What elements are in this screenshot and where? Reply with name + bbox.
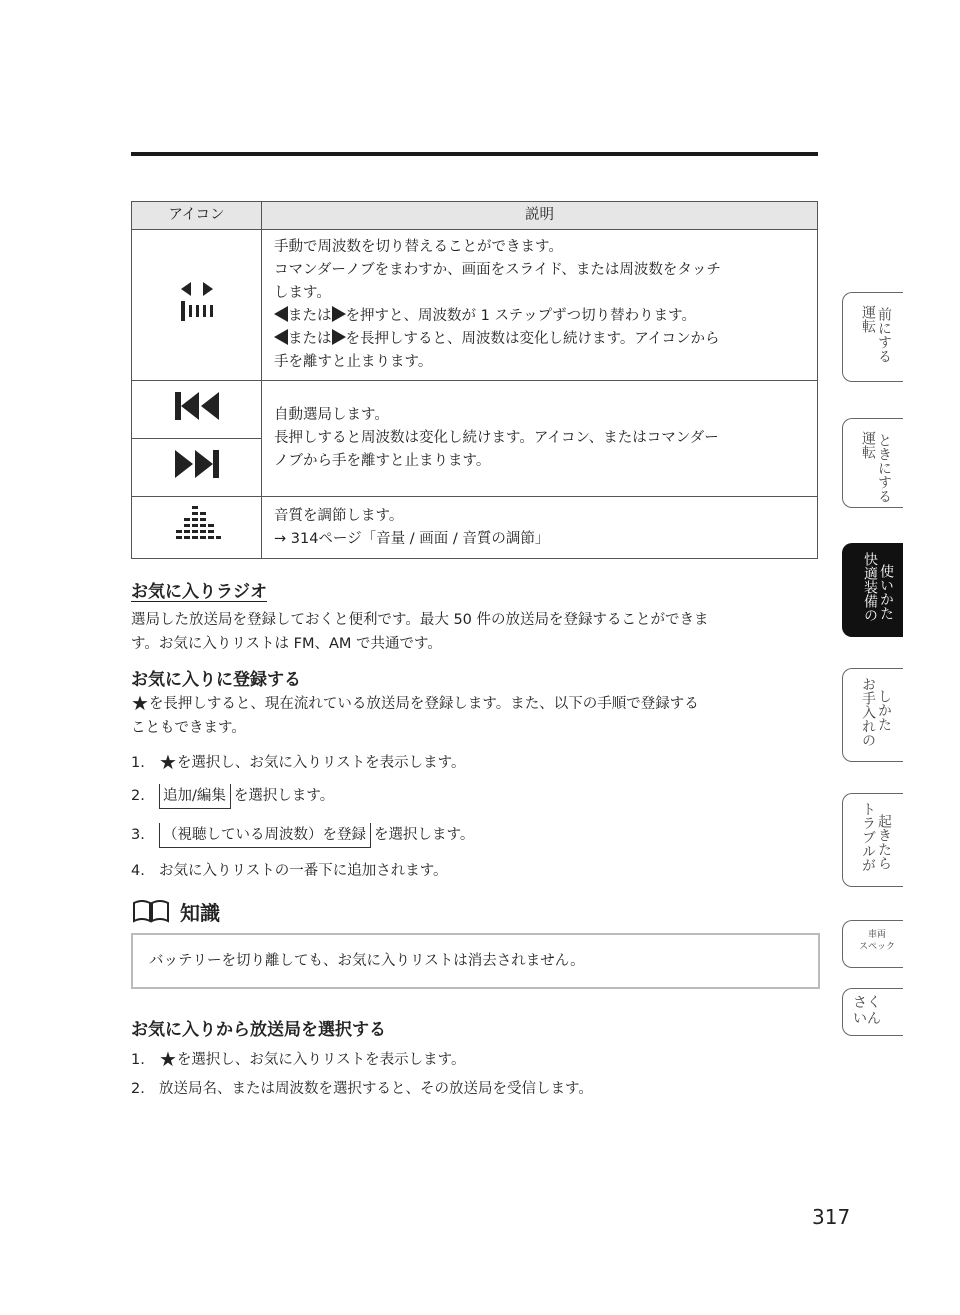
- tab-label-line: いん: [853, 1011, 881, 1027]
- tab-label: 前にする: [876, 307, 892, 363]
- row-tuning-desc: [262, 230, 818, 381]
- desc-line: [274, 328, 807, 351]
- star-icon: ★: [131, 691, 149, 715]
- page-number: 317: [812, 1205, 851, 1229]
- desc-line: 手動で周波数を切り替えることができます。: [274, 239, 563, 255]
- step-number: 1.: [131, 1052, 145, 1068]
- section-select-title: お気に入りから放送局を選択する: [131, 1020, 386, 1040]
- or-text: または: [288, 331, 332, 347]
- desc-line: 音質を調節します。: [274, 507, 404, 524]
- register-frequency-button[interactable]: （視聴している周波数）を登録: [159, 823, 371, 848]
- seek-forward-icon: [132, 439, 262, 497]
- icon-table: [131, 201, 818, 559]
- left-arrow-icon: [274, 306, 288, 322]
- star-icon: ★: [159, 1047, 177, 1071]
- step-text: 放送局名、または周波数を選択すると、その放送局を受信します。: [159, 1081, 593, 1097]
- tab-before-driving[interactable]: [842, 292, 903, 382]
- tab-while-driving[interactable]: [842, 418, 903, 508]
- desc-line: → 314ページ「音量 / 画面 / 音質の調節」: [274, 530, 550, 547]
- desc-line: [274, 305, 807, 328]
- step-number: 4.: [131, 863, 145, 879]
- header-desc: 説明: [262, 202, 818, 230]
- section1-body-line2: す。お気に入りリストは FM、AM で共通です。: [131, 636, 442, 652]
- or-text: または: [288, 308, 332, 324]
- section2-body-line1: [131, 691, 821, 717]
- star-icon: ★: [159, 750, 177, 774]
- tab-label: 運転: [860, 305, 876, 333]
- knowledge-title-text: 知識: [179, 901, 220, 925]
- tab-label-line: さく: [853, 995, 881, 1011]
- section-register-title: お気に入りに登録する: [131, 670, 301, 690]
- step-text: お気に入りリストの一番下に追加されます。: [159, 863, 448, 879]
- desc-line: 手を離すと止まります。: [274, 354, 433, 370]
- tab-label: 使いかた: [878, 564, 894, 620]
- tab-label: お手入れの: [860, 677, 876, 747]
- section1-body-line1: 選局した放送局を登録しておくと便利です。最大 50 件の放送局を登録することができま: [131, 612, 709, 628]
- knowledge-title: [131, 897, 220, 926]
- seek-back-icon: [132, 381, 262, 439]
- desc-line: 長押しすると周波数は変化し続けます。アイコン、またはコマンダー: [274, 430, 719, 446]
- right-arrow-icon: [332, 306, 346, 322]
- step-3: [131, 823, 474, 848]
- step-number: 2.: [131, 1081, 145, 1097]
- step-number: 2.: [131, 788, 145, 804]
- tuning-dial-icon: [132, 230, 262, 381]
- right-arrow-icon: [332, 329, 346, 345]
- tab-label: しかた: [876, 689, 892, 731]
- add-edit-button[interactable]: 追加/編集: [159, 784, 231, 809]
- tab-label: [853, 995, 881, 1027]
- desc-line: します。: [274, 285, 331, 301]
- select-step-1: [131, 1047, 466, 1072]
- book-icon: [131, 899, 173, 923]
- tab-label: 起きたら: [876, 814, 892, 870]
- tab-label: [855, 929, 899, 953]
- step-2: [131, 784, 334, 809]
- top-rule: [131, 152, 818, 156]
- step-text: を選択し、お気に入りリストを表示します。: [176, 755, 466, 771]
- step-number: 1.: [131, 755, 145, 771]
- row-seek-desc: [262, 381, 818, 497]
- section-favorite-radio-title: お気に入りラジオ: [131, 582, 267, 602]
- desc-line: コマンダーノブをまわすか、画面をスライド、または周波数をタッチ: [274, 262, 721, 278]
- step-text: を選択します。: [374, 827, 475, 843]
- tab-troubleshooting[interactable]: [842, 793, 903, 887]
- left-arrow-icon: [274, 329, 288, 345]
- tab-label-line: スペック: [858, 942, 895, 952]
- tab-label: 運転: [860, 431, 876, 459]
- section2-body-line2: こともできます。: [131, 720, 246, 736]
- header-icon: アイコン: [132, 202, 262, 230]
- tab-maintenance[interactable]: [842, 668, 903, 762]
- step-text: を選択します。: [233, 788, 335, 804]
- select-step-2: [131, 1077, 593, 1101]
- desc-line: 自動選局します。: [274, 407, 389, 423]
- tab-label-line: 車両: [867, 930, 886, 940]
- step-number: 3.: [131, 827, 145, 843]
- desc-line-rest: を押すと、周波数が 1 ステップずつ切り替わります。: [345, 308, 696, 324]
- knowledge-text: バッテリーを切り離しても、お気に入りリストは消去されません。: [149, 953, 585, 969]
- tab-index[interactable]: [842, 988, 903, 1036]
- section2-body-text: を長押しすると、現在流れている放送局を登録します。また、以下の手順で登録する: [148, 696, 699, 712]
- step-4: [131, 859, 448, 883]
- desc-line-rest: を長押しすると、周波数は変化し続けます。アイコンから: [345, 331, 720, 347]
- tab-comfort-features[interactable]: [842, 543, 903, 637]
- row-eq-desc: [262, 497, 818, 559]
- tab-specs[interactable]: [842, 920, 903, 968]
- step-1: [131, 750, 466, 775]
- desc-line: ノブから手を離すと止まります。: [274, 453, 491, 469]
- tab-label: ときにする: [876, 433, 892, 503]
- equalizer-icon: [132, 497, 262, 559]
- tab-label: 快適装備の: [862, 552, 878, 622]
- knowledge-box: [131, 933, 820, 989]
- step-text: を選択し、お気に入りリストを表示します。: [176, 1052, 466, 1068]
- tab-label: トラブルが: [860, 802, 876, 872]
